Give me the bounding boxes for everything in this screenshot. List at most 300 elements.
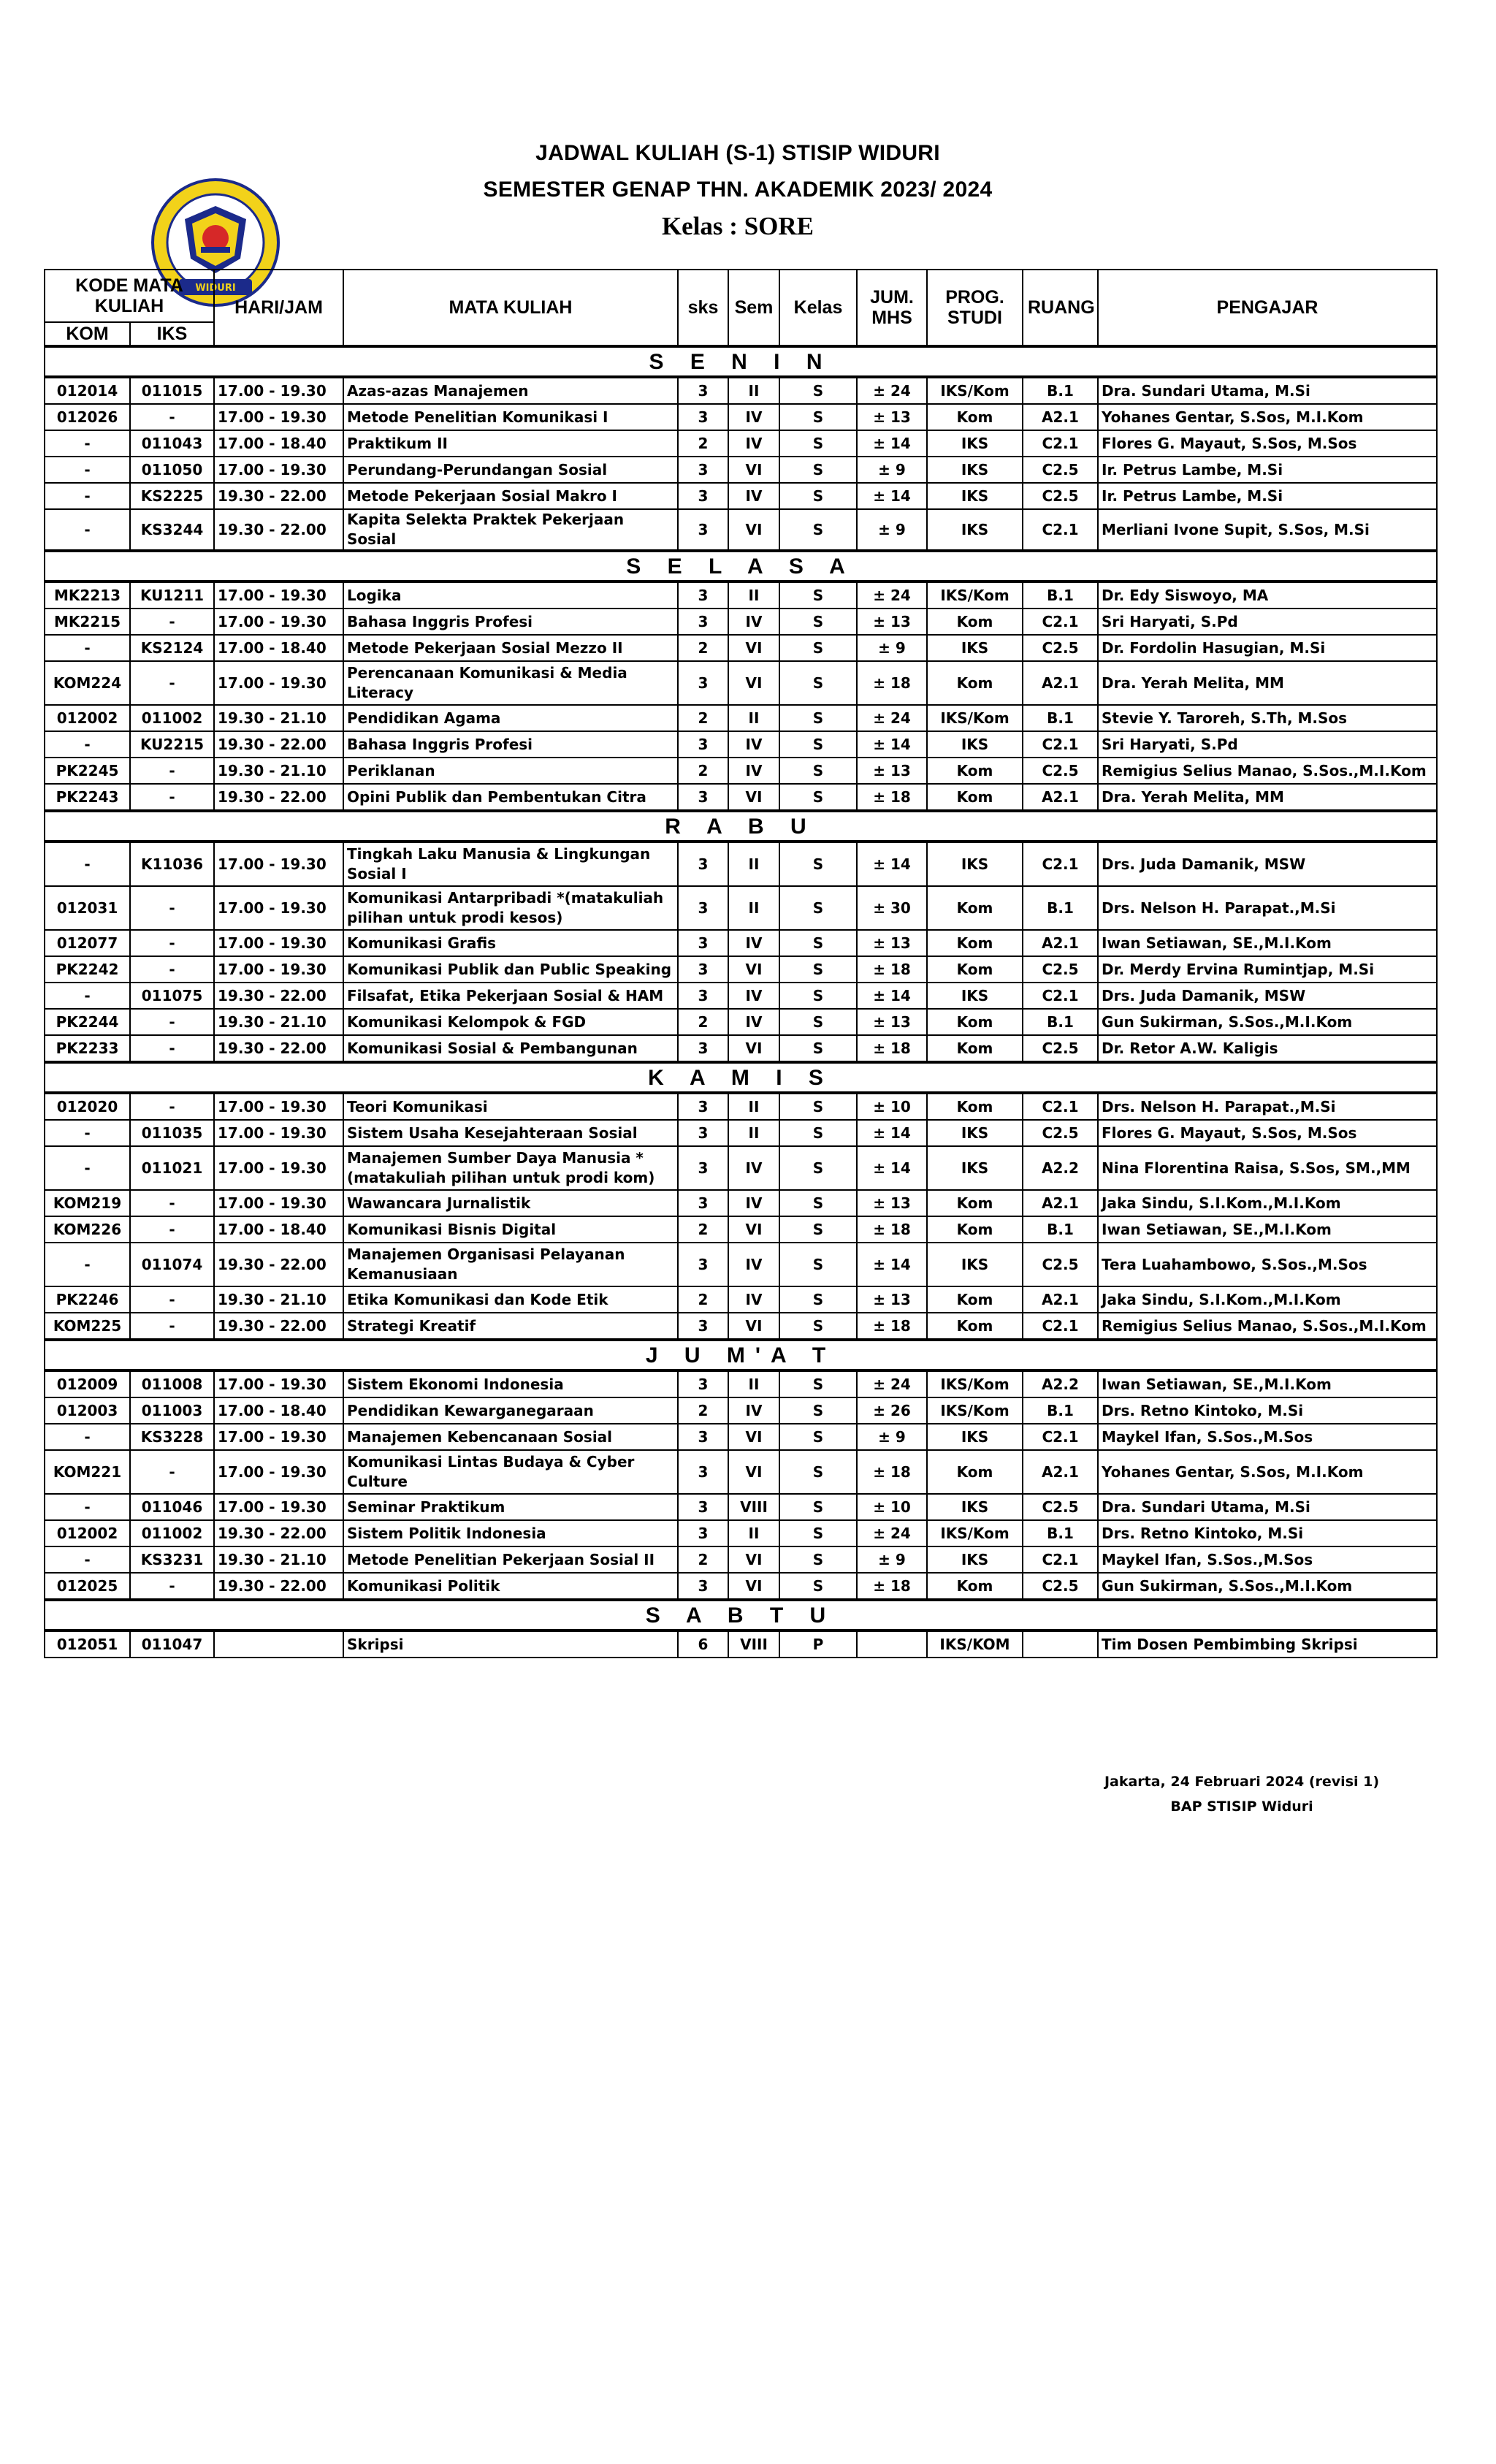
table-row xyxy=(45,758,1437,784)
cell-prog-studi: IKS xyxy=(927,1146,1023,1190)
cell-kode-kom: KOM219 xyxy=(45,1190,130,1216)
cell-pengajar: Dra. Yerah Melita, MM xyxy=(1098,784,1437,811)
cell-kode-iks: - xyxy=(130,758,214,784)
cell-sem: IV xyxy=(728,404,779,430)
cell-kelas: S xyxy=(779,1216,857,1243)
cell-ruang: A2.1 xyxy=(1023,930,1098,956)
cell-ruang: C2.5 xyxy=(1023,956,1098,983)
cell-jum-mhs: ± 14 xyxy=(857,731,927,758)
table-row xyxy=(45,1397,1437,1424)
cell-hari-jam: 19.30 - 22.00 xyxy=(214,1520,343,1546)
cell-ruang: C2.1 xyxy=(1023,731,1098,758)
cell-sks: 3 xyxy=(678,886,728,930)
cell-kelas: S xyxy=(779,886,857,930)
cell-prog-studi: IKS/Kom xyxy=(927,377,1023,404)
table-row xyxy=(45,956,1437,983)
cell-jum-mhs: ± 9 xyxy=(857,1546,927,1573)
cell-pengajar: Jaka Sindu, S.I.Kom.,M.I.Kom xyxy=(1098,1286,1437,1313)
cell-sem: VI xyxy=(728,1035,779,1062)
cell-ruang: C2.1 xyxy=(1023,430,1098,457)
cell-kode-iks: - xyxy=(130,661,214,705)
cell-jum-mhs: ± 14 xyxy=(857,1146,927,1190)
cell-sem: II xyxy=(728,842,779,886)
col-header-prog-studi xyxy=(927,270,1023,346)
cell-mata-kuliah: Komunikasi Antarpribadi *(matakuliah pilihan untuk prodi kesos) xyxy=(343,886,678,930)
cell-kelas: S xyxy=(779,635,857,661)
cell-sem: IV xyxy=(728,483,779,509)
cell-sks: 3 xyxy=(678,377,728,404)
cell-kelas: S xyxy=(779,705,857,731)
cell-prog-studi: IKS xyxy=(927,1546,1023,1573)
cell-kelas: S xyxy=(779,483,857,509)
cell-sks: 2 xyxy=(678,635,728,661)
cell-kode-iks: - xyxy=(130,1313,214,1340)
cell-sks: 3 xyxy=(678,1424,728,1450)
cell-hari-jam: 17.00 - 19.30 xyxy=(214,842,343,886)
cell-kode-kom: PK2242 xyxy=(45,956,130,983)
cell-pengajar: Drs. Juda Damanik, MSW xyxy=(1098,983,1437,1009)
cell-sks: 3 xyxy=(678,661,728,705)
cell-mata-kuliah: Pendidikan Kewarganegaraan xyxy=(343,1397,678,1424)
cell-prog-studi: Kom xyxy=(927,886,1023,930)
cell-kelas: P xyxy=(779,1630,857,1658)
cell-kode-kom: KOM225 xyxy=(45,1313,130,1340)
col-header-jum: JUM. xyxy=(870,287,914,308)
cell-prog-studi: Kom xyxy=(927,1313,1023,1340)
cell-sem: IV xyxy=(728,1009,779,1035)
cell-prog-studi: IKS/Kom xyxy=(927,1397,1023,1424)
cell-hari-jam: 19.30 - 22.00 xyxy=(214,509,343,551)
cell-jum-mhs: ± 24 xyxy=(857,705,927,731)
table-row xyxy=(45,886,1437,930)
cell-mata-kuliah: Komunikasi Bisnis Digital xyxy=(343,1216,678,1243)
cell-ruang: C2.5 xyxy=(1023,758,1098,784)
table-row xyxy=(45,731,1437,758)
cell-kode-kom: 012025 xyxy=(45,1573,130,1600)
cell-pengajar: Drs. Retno Kintoko, M.Si xyxy=(1098,1520,1437,1546)
cell-kode-kom: - xyxy=(45,842,130,886)
cell-ruang: C2.5 xyxy=(1023,1494,1098,1520)
cell-sem: VIII xyxy=(728,1630,779,1658)
cell-prog-studi: Kom xyxy=(927,609,1023,635)
cell-sks: 3 xyxy=(678,509,728,551)
cell-jum-mhs: ± 14 xyxy=(857,430,927,457)
cell-ruang: C2.1 xyxy=(1023,1313,1098,1340)
cell-sem: IV xyxy=(728,983,779,1009)
day-separator xyxy=(45,1600,1437,1630)
cell-jum-mhs: ± 18 xyxy=(857,1450,927,1494)
cell-ruang: A2.2 xyxy=(1023,1146,1098,1190)
cell-jum-mhs: ± 9 xyxy=(857,1424,927,1450)
cell-mata-kuliah: Manajemen Organisasi Pelayanan Kemanusiaan xyxy=(343,1243,678,1286)
cell-pengajar: Remigius Selius Manao, S.Sos.,M.I.Kom xyxy=(1098,1313,1437,1340)
cell-prog-studi: IKS/Kom xyxy=(927,581,1023,609)
cell-jum-mhs: ± 14 xyxy=(857,1243,927,1286)
cell-pengajar: Stevie Y. Taroreh, S.Th, M.Sos xyxy=(1098,705,1437,731)
cell-jum-mhs: ± 18 xyxy=(857,956,927,983)
cell-prog-studi: Kom xyxy=(927,1286,1023,1313)
cell-sem: VI xyxy=(728,1216,779,1243)
cell-kode-kom: PK2246 xyxy=(45,1286,130,1313)
cell-sks: 3 xyxy=(678,1313,728,1340)
cell-hari-jam: 17.00 - 19.30 xyxy=(214,609,343,635)
cell-kode-kom: MK2213 xyxy=(45,581,130,609)
cell-prog-studi: IKS/KOM xyxy=(927,1630,1023,1658)
cell-kelas: S xyxy=(779,1190,857,1216)
cell-sks: 3 xyxy=(678,784,728,811)
cell-ruang: C2.5 xyxy=(1023,1120,1098,1146)
col-header-iks: IKS xyxy=(130,322,214,346)
cell-kode-kom: 012014 xyxy=(45,377,130,404)
table-row xyxy=(45,581,1437,609)
document-title xyxy=(409,135,1066,245)
cell-prog-studi: IKS xyxy=(927,1424,1023,1450)
cell-hari-jam: 17.00 - 19.30 xyxy=(214,457,343,483)
cell-jum-mhs: ± 10 xyxy=(857,1093,927,1120)
cell-sks: 2 xyxy=(678,1009,728,1035)
cell-jum-mhs: ± 14 xyxy=(857,483,927,509)
cell-mata-kuliah: Etika Komunikasi dan Kode Etik xyxy=(343,1286,678,1313)
cell-pengajar: Tera Luahambowo, S.Sos.,M.Sos xyxy=(1098,1243,1437,1286)
cell-kode-kom: - xyxy=(45,1146,130,1190)
cell-prog-studi: Kom xyxy=(927,956,1023,983)
table-row xyxy=(45,842,1437,886)
cell-hari-jam: 19.30 - 22.00 xyxy=(214,1035,343,1062)
cell-sks: 3 xyxy=(678,404,728,430)
cell-kode-iks: - xyxy=(130,404,214,430)
day-name: J U M'A T xyxy=(45,1340,1437,1370)
cell-mata-kuliah: Filsafat, Etika Pekerjaan Sosial & HAM xyxy=(343,983,678,1009)
cell-pengajar: Tim Dosen Pembimbing Skripsi xyxy=(1098,1630,1437,1658)
cell-prog-studi: IKS/Kom xyxy=(927,1520,1023,1546)
cell-jum-mhs: ± 26 xyxy=(857,1397,927,1424)
cell-sem: VI xyxy=(728,784,779,811)
cell-hari-jam: 19.30 - 21.10 xyxy=(214,758,343,784)
cell-kode-iks: - xyxy=(130,609,214,635)
cell-kode-kom: 012002 xyxy=(45,705,130,731)
col-header-kelas: Kelas xyxy=(779,270,857,346)
cell-sem: VI xyxy=(728,1424,779,1450)
cell-mata-kuliah: Teori Komunikasi xyxy=(343,1093,678,1120)
cell-sem: IV xyxy=(728,1286,779,1313)
cell-kode-kom: 012020 xyxy=(45,1093,130,1120)
cell-prog-studi: Kom xyxy=(927,1216,1023,1243)
table-row xyxy=(45,609,1437,635)
col-header-sks: sks xyxy=(678,270,728,346)
cell-prog-studi: IKS/Kom xyxy=(927,705,1023,731)
cell-kode-iks: - xyxy=(130,784,214,811)
cell-sks: 2 xyxy=(678,705,728,731)
cell-sem: II xyxy=(728,886,779,930)
cell-prog-studi: Kom xyxy=(927,1035,1023,1062)
cell-kode-kom: 012077 xyxy=(45,930,130,956)
cell-jum-mhs: ± 9 xyxy=(857,635,927,661)
cell-ruang: C2.1 xyxy=(1023,1093,1098,1120)
cell-jum-mhs: ± 30 xyxy=(857,886,927,930)
cell-mata-kuliah: Perundang-Perundangan Sosial xyxy=(343,457,678,483)
cell-pengajar: Yohanes Gentar, S.Sos, M.I.Kom xyxy=(1098,404,1437,430)
day-separator xyxy=(45,1062,1437,1093)
footer-date: Jakarta, 24 Februari 2024 (revisi 1) xyxy=(1104,1774,1380,1790)
cell-kode-iks: KS3228 xyxy=(130,1424,214,1450)
cell-kode-kom: KOM221 xyxy=(45,1450,130,1494)
cell-mata-kuliah: Komunikasi Sosial & Pembangunan xyxy=(343,1035,678,1062)
cell-kelas: S xyxy=(779,377,857,404)
cell-prog-studi: IKS xyxy=(927,842,1023,886)
cell-hari-jam: 17.00 - 19.30 xyxy=(214,930,343,956)
cell-kode-kom: 012031 xyxy=(45,886,130,930)
cell-pengajar: Drs. Juda Damanik, MSW xyxy=(1098,842,1437,886)
col-header-matakuliah: MATA KULIAH xyxy=(343,270,678,346)
table-row xyxy=(45,705,1437,731)
cell-kode-kom: PK2245 xyxy=(45,758,130,784)
cell-sks: 3 xyxy=(678,731,728,758)
cell-prog-studi: IKS xyxy=(927,1243,1023,1286)
cell-kode-kom: PK2233 xyxy=(45,1035,130,1062)
logo-text: WIDURI xyxy=(195,283,236,294)
cell-kelas: S xyxy=(779,1494,857,1520)
cell-kode-kom: - xyxy=(45,983,130,1009)
col-header-kom: KOM xyxy=(45,322,130,346)
cell-prog-studi: IKS xyxy=(927,1120,1023,1146)
cell-jum-mhs xyxy=(857,1630,927,1658)
cell-kelas: S xyxy=(779,1520,857,1546)
cell-sem: VI xyxy=(728,457,779,483)
cell-ruang: C2.1 xyxy=(1023,842,1098,886)
signature-block xyxy=(1066,1769,1417,1819)
cell-kode-kom: - xyxy=(45,1243,130,1286)
cell-sem: IV xyxy=(728,731,779,758)
cell-mata-kuliah: Metode Pekerjaan Sosial Makro I xyxy=(343,483,678,509)
table-row xyxy=(45,457,1437,483)
cell-pengajar: Dr. Retor A.W. Kaligis xyxy=(1098,1035,1437,1062)
cell-hari-jam: 19.30 - 22.00 xyxy=(214,731,343,758)
cell-sem: IV xyxy=(728,1397,779,1424)
cell-kode-iks: 011003 xyxy=(130,1397,214,1424)
cell-kode-iks: 011002 xyxy=(130,1520,214,1546)
cell-kode-iks: - xyxy=(130,1190,214,1216)
title-line-1: JADWAL KULIAH (S-1) STISIP WIDURI xyxy=(535,141,940,165)
cell-pengajar: Dr. Fordolin Hasugian, M.Si xyxy=(1098,635,1437,661)
cell-mata-kuliah: Pendidikan Agama xyxy=(343,705,678,731)
cell-prog-studi: IKS xyxy=(927,457,1023,483)
cell-jum-mhs: ± 9 xyxy=(857,509,927,551)
cell-sks: 3 xyxy=(678,1190,728,1216)
cell-mata-kuliah: Sistem Ekonomi Indonesia xyxy=(343,1370,678,1397)
cell-sks: 3 xyxy=(678,1370,728,1397)
cell-kode-iks: 011008 xyxy=(130,1370,214,1397)
cell-hari-jam: 19.30 - 21.10 xyxy=(214,1009,343,1035)
cell-mata-kuliah: Komunikasi Lintas Budaya & Cyber Culture xyxy=(343,1450,678,1494)
cell-sks: 3 xyxy=(678,1093,728,1120)
cell-jum-mhs: ± 24 xyxy=(857,377,927,404)
cell-sks: 3 xyxy=(678,956,728,983)
cell-prog-studi: IKS xyxy=(927,483,1023,509)
cell-kelas: S xyxy=(779,842,857,886)
cell-mata-kuliah: Sistem Usaha Kesejahteraan Sosial xyxy=(343,1120,678,1146)
cell-mata-kuliah: Azas-azas Manajemen xyxy=(343,377,678,404)
cell-prog-studi: Kom xyxy=(927,661,1023,705)
cell-kelas: S xyxy=(779,758,857,784)
cell-prog-studi: IKS xyxy=(927,635,1023,661)
cell-sks: 3 xyxy=(678,930,728,956)
cell-jum-mhs: ± 13 xyxy=(857,930,927,956)
cell-ruang: B.1 xyxy=(1023,886,1098,930)
table-row xyxy=(45,1243,1437,1286)
col-header-mhs: MHS xyxy=(871,308,912,328)
cell-kode-kom: 012009 xyxy=(45,1370,130,1397)
table-row xyxy=(45,1009,1437,1035)
cell-kelas: S xyxy=(779,430,857,457)
cell-sem: VI xyxy=(728,509,779,551)
cell-pengajar: Gun Sukirman, S.Sos.,M.I.Kom xyxy=(1098,1573,1437,1600)
cell-hari-jam: 19.30 - 21.10 xyxy=(214,1546,343,1573)
cell-prog-studi: Kom xyxy=(927,1573,1023,1600)
cell-mata-kuliah: Logika xyxy=(343,581,678,609)
cell-sks: 3 xyxy=(678,983,728,1009)
cell-ruang: B.1 xyxy=(1023,377,1098,404)
cell-jum-mhs: ± 18 xyxy=(857,1313,927,1340)
cell-mata-kuliah: Periklanan xyxy=(343,758,678,784)
cell-sem: VI xyxy=(728,956,779,983)
col-header-kode: KODE MATA KULIAH xyxy=(45,270,214,322)
cell-mata-kuliah: Wawancara Jurnalistik xyxy=(343,1190,678,1216)
col-header-sem: Sem xyxy=(728,270,779,346)
cell-kode-iks: KS3231 xyxy=(130,1546,214,1573)
cell-hari-jam: 17.00 - 19.30 xyxy=(214,886,343,930)
cell-sks: 3 xyxy=(678,609,728,635)
day-separator xyxy=(45,346,1437,377)
cell-pengajar: Remigius Selius Manao, S.Sos.,M.I.Kom xyxy=(1098,758,1437,784)
cell-mata-kuliah: Komunikasi Grafis xyxy=(343,930,678,956)
cell-kode-iks: 011015 xyxy=(130,377,214,404)
cell-sem: VI xyxy=(728,661,779,705)
cell-pengajar: Maykel Ifan, S.Sos.,M.Sos xyxy=(1098,1546,1437,1573)
cell-kelas: S xyxy=(779,1146,857,1190)
cell-ruang: B.1 xyxy=(1023,581,1098,609)
cell-sem: IV xyxy=(728,758,779,784)
cell-prog-studi: Kom xyxy=(927,1450,1023,1494)
cell-hari-jam: 19.30 - 22.00 xyxy=(214,1243,343,1286)
cell-sem: II xyxy=(728,705,779,731)
col-header-jum-mhs xyxy=(857,270,927,346)
cell-jum-mhs: ± 13 xyxy=(857,609,927,635)
cell-kode-iks: 011075 xyxy=(130,983,214,1009)
table-row xyxy=(45,1120,1437,1146)
cell-mata-kuliah: Skripsi xyxy=(343,1630,678,1658)
cell-kode-kom: 012003 xyxy=(45,1397,130,1424)
cell-hari-jam: 17.00 - 18.40 xyxy=(214,635,343,661)
cell-jum-mhs: ± 14 xyxy=(857,842,927,886)
cell-kode-iks: 011002 xyxy=(130,705,214,731)
cell-ruang: C2.5 xyxy=(1023,1573,1098,1600)
cell-sem: IV xyxy=(728,1146,779,1190)
cell-ruang: A2.2 xyxy=(1023,1370,1098,1397)
cell-prog-studi: IKS xyxy=(927,983,1023,1009)
cell-kode-kom: - xyxy=(45,1546,130,1573)
table-row xyxy=(45,1146,1437,1190)
cell-kelas: S xyxy=(779,1397,857,1424)
cell-kelas: S xyxy=(779,930,857,956)
cell-kelas: S xyxy=(779,1009,857,1035)
col-header-harijam: HARI/JAM xyxy=(214,270,343,346)
table-row xyxy=(45,377,1437,404)
day-separator xyxy=(45,811,1437,842)
cell-sem: VI xyxy=(728,1546,779,1573)
cell-kode-iks: - xyxy=(130,930,214,956)
cell-mata-kuliah: Komunikasi Kelompok & FGD xyxy=(343,1009,678,1035)
cell-hari-jam: 17.00 - 19.30 xyxy=(214,1494,343,1520)
cell-ruang: C2.1 xyxy=(1023,1546,1098,1573)
cell-sem: VIII xyxy=(728,1494,779,1520)
table-row xyxy=(45,483,1437,509)
cell-pengajar: Drs. Retno Kintoko, M.Si xyxy=(1098,1397,1437,1424)
cell-prog-studi: IKS xyxy=(927,430,1023,457)
cell-ruang: A2.1 xyxy=(1023,1450,1098,1494)
cell-mata-kuliah: Metode Penelitian Pekerjaan Sosial II xyxy=(343,1546,678,1573)
cell-jum-mhs: ± 13 xyxy=(857,404,927,430)
cell-kode-kom: - xyxy=(45,635,130,661)
cell-kelas: S xyxy=(779,1243,857,1286)
cell-pengajar: Flores G. Mayaut, S.Sos, M.Sos xyxy=(1098,430,1437,457)
cell-pengajar: Nina Florentina Raisa, S.Sos, SM.,MM xyxy=(1098,1146,1437,1190)
cell-ruang: A2.1 xyxy=(1023,661,1098,705)
cell-hari-jam: 17.00 - 19.30 xyxy=(214,1370,343,1397)
cell-kode-iks: - xyxy=(130,1035,214,1062)
cell-kode-iks: 011046 xyxy=(130,1494,214,1520)
day-separator xyxy=(45,551,1437,581)
cell-sem: II xyxy=(728,377,779,404)
cell-pengajar: Yohanes Gentar, S.Sos, M.I.Kom xyxy=(1098,1450,1437,1494)
col-header-ruang: RUANG xyxy=(1023,270,1098,346)
cell-sks: 3 xyxy=(678,581,728,609)
cell-kode-iks: 011021 xyxy=(130,1146,214,1190)
cell-jum-mhs: ± 18 xyxy=(857,1035,927,1062)
cell-hari-jam: 17.00 - 18.40 xyxy=(214,1397,343,1424)
cell-ruang: B.1 xyxy=(1023,1009,1098,1035)
cell-pengajar: Maykel Ifan, S.Sos.,M.Sos xyxy=(1098,1424,1437,1450)
cell-kode-kom: 012002 xyxy=(45,1520,130,1546)
cell-prog-studi: Kom xyxy=(927,784,1023,811)
cell-jum-mhs: ± 18 xyxy=(857,1573,927,1600)
cell-kelas: S xyxy=(779,609,857,635)
cell-mata-kuliah: Seminar Praktikum xyxy=(343,1494,678,1520)
cell-prog-studi: IKS/Kom xyxy=(927,1370,1023,1397)
cell-kelas: S xyxy=(779,784,857,811)
table-row xyxy=(45,1370,1437,1397)
table-row xyxy=(45,404,1437,430)
cell-prog-studi: Kom xyxy=(927,758,1023,784)
day-name: R A B U xyxy=(45,811,1437,842)
cell-prog-studi: Kom xyxy=(927,404,1023,430)
cell-jum-mhs: ± 14 xyxy=(857,1120,927,1146)
cell-jum-mhs: ± 13 xyxy=(857,1286,927,1313)
cell-kode-iks: - xyxy=(130,1009,214,1035)
col-header-prog: PROG. xyxy=(945,287,1004,308)
cell-sem: II xyxy=(728,1093,779,1120)
cell-kode-kom: 012026 xyxy=(45,404,130,430)
cell-pengajar: Merliani Ivone Supit, S.Sos, M.Si xyxy=(1098,509,1437,551)
cell-kelas: S xyxy=(779,1546,857,1573)
cell-pengajar: Dr. Merdy Ervina Rumintjap, M.Si xyxy=(1098,956,1437,983)
cell-sks: 3 xyxy=(678,1520,728,1546)
table-row xyxy=(45,1313,1437,1340)
cell-kode-kom: 012051 xyxy=(45,1630,130,1658)
cell-sks: 6 xyxy=(678,1630,728,1658)
table-row xyxy=(45,430,1437,457)
cell-jum-mhs: ± 13 xyxy=(857,1190,927,1216)
cell-prog-studi: Kom xyxy=(927,930,1023,956)
